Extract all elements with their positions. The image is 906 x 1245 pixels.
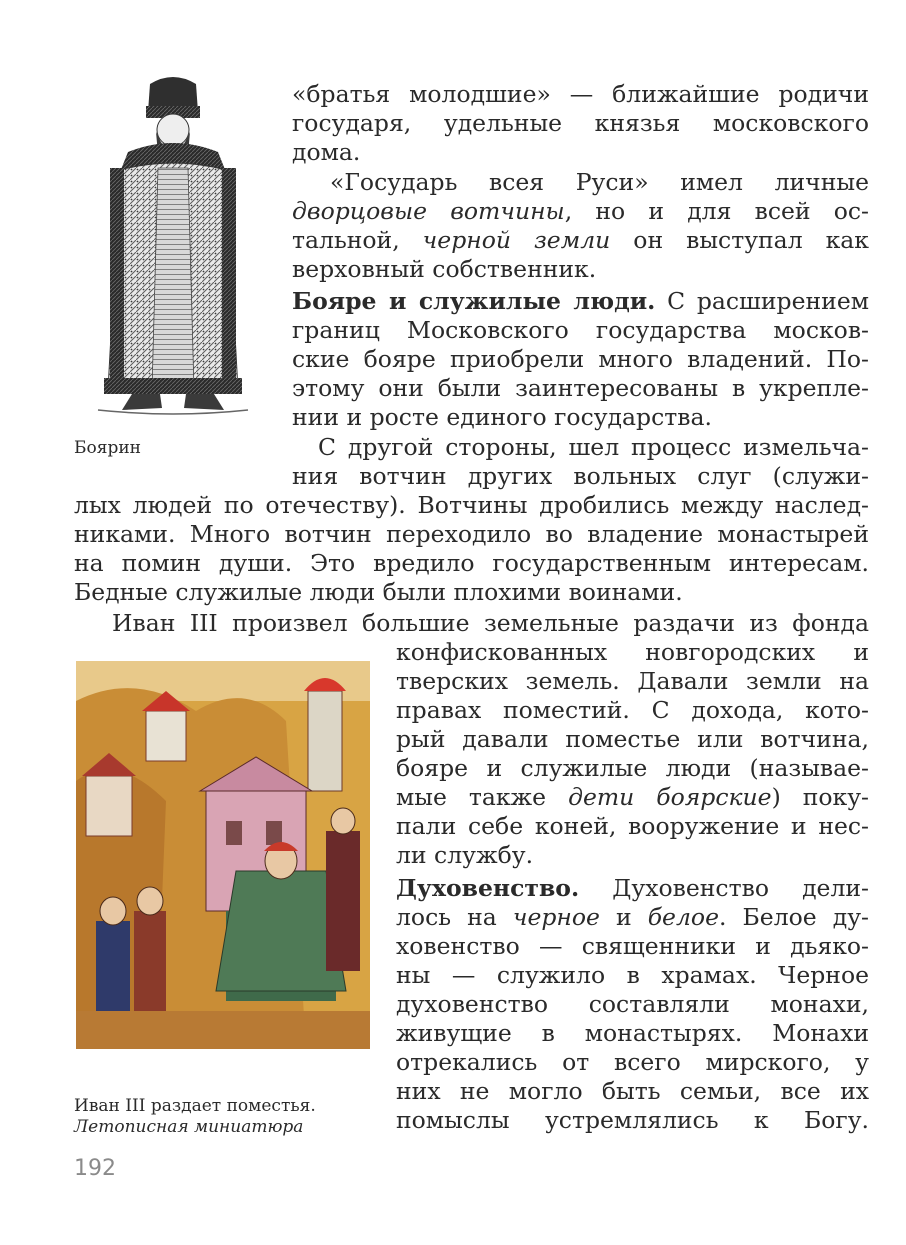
- text-line: [396, 667, 869, 696]
- miniature-caption-line-2: Летописная миниатюра: [74, 1117, 304, 1137]
- text-run: мые также: [396, 783, 569, 811]
- text-line: [396, 1106, 869, 1135]
- text-run: лых людей по отечеству). Вотчины дробились между наслед-: [74, 491, 869, 519]
- text-line: [396, 841, 869, 870]
- text-line: [292, 197, 869, 226]
- text-line: [396, 874, 869, 903]
- text-run: них не могло быть семьи, все их: [396, 1077, 869, 1105]
- section-heading: Бояре и служилые люди.: [292, 287, 656, 315]
- text-run: тверских земель. Давали земли на: [396, 667, 869, 695]
- boyar-caption: Боярин: [74, 438, 141, 458]
- text-line: [292, 374, 869, 403]
- text-run: «Государь всея Руси» имел личные: [330, 168, 869, 196]
- text-line: [292, 255, 869, 284]
- term-italic: белое: [647, 903, 719, 931]
- text-line: [330, 168, 869, 197]
- text-run: помыслы устремлялись к Богу.: [396, 1106, 869, 1134]
- text-run: бояре и служилые люди (называе-: [396, 754, 869, 782]
- text-line: [396, 696, 869, 725]
- text-line: [396, 1019, 869, 1048]
- text-run: Иван III произвел большие земельные раздачи из фонда: [112, 609, 869, 637]
- text-run: ) поку-: [771, 783, 869, 811]
- term-italic: черное: [512, 903, 600, 931]
- text-run: отрекались от всего мирского, у: [396, 1048, 869, 1076]
- text-line: [74, 491, 869, 520]
- text-run: ны — служило в храмах. Черное: [396, 961, 869, 989]
- section-heading: Духовенство.: [396, 874, 580, 902]
- text-run: С расширением: [655, 287, 869, 315]
- boyar-illustration: [88, 72, 258, 422]
- text-run: границ Московского государства москов-: [292, 316, 869, 344]
- text-line: [396, 783, 869, 812]
- text-run: конфискованных новгородских и: [396, 638, 869, 666]
- text-run: рый давали поместье или вотчина,: [396, 725, 869, 753]
- text-line: [74, 549, 869, 578]
- text-run: ли службу.: [396, 841, 534, 869]
- text-line: [396, 812, 869, 841]
- term-italic: черной земли: [422, 226, 611, 254]
- text-run: государя, удельные князья московского: [292, 109, 869, 137]
- text-run: этому они были заинтересованы в укрепле-: [292, 374, 869, 402]
- text-line: [112, 609, 869, 638]
- text-run: ховенство — священники и дьяко-: [396, 932, 869, 960]
- text-run: и: [599, 903, 648, 931]
- text-line: [396, 903, 869, 932]
- text-line: [292, 316, 869, 345]
- page-number: 192: [74, 1156, 116, 1181]
- text-run: духовенство составляли монахи,: [396, 990, 869, 1018]
- text-run: пали себе коней, вооружение и нес-: [396, 812, 869, 840]
- text-run: верховный собственник.: [292, 255, 597, 283]
- text-run: Бедные служилые люди были плохими воинами.: [74, 578, 683, 606]
- text-run: правах поместий. С дохода, кото-: [396, 696, 869, 724]
- text-run: Духовенство дели-: [579, 874, 869, 902]
- text-line: [396, 754, 869, 783]
- text-run: нии и росте единого государства.: [292, 403, 712, 431]
- text-line: [292, 80, 869, 109]
- text-line: [396, 961, 869, 990]
- text-line: [292, 138, 869, 167]
- miniature-caption-line-1: Иван III раздает поместья.: [74, 1096, 316, 1116]
- text-run: лось на: [396, 903, 513, 931]
- text-run: никами. Много вотчин переходило во владение монастырей: [74, 520, 869, 548]
- text-run: ские бояре приобрели много владений. По-: [292, 345, 869, 373]
- ivan-miniature: [76, 661, 370, 1049]
- text-line: [292, 403, 869, 432]
- text-line: [292, 287, 869, 316]
- text-line: [74, 578, 869, 607]
- text-line: [292, 345, 869, 374]
- text-run: ния вотчин других вольных слуг (служи-: [292, 462, 869, 490]
- text-line: [74, 520, 869, 549]
- text-line: [292, 109, 869, 138]
- text-line: [396, 638, 869, 667]
- text-run: «братья молодшие» — ближайшие родичи: [292, 80, 869, 108]
- term-italic: дворцовые вотчины: [292, 197, 565, 225]
- text-line: [318, 433, 869, 462]
- text-run: , но и для всей ос-: [564, 197, 869, 225]
- text-line: [292, 462, 869, 491]
- text-run: С другой стороны, шел процесс измельча-: [318, 433, 869, 461]
- text-line: [396, 1077, 869, 1106]
- text-run: дома.: [292, 138, 361, 166]
- text-line: [396, 990, 869, 1019]
- text-run: . Белое ду-: [719, 903, 869, 931]
- text-line: [292, 226, 869, 255]
- text-line: [396, 725, 869, 754]
- text-line: [396, 932, 869, 961]
- text-run: на помин души. Это вредило государственным интересам.: [74, 549, 869, 577]
- text-run: живущие в монастырях. Монахи: [396, 1019, 869, 1047]
- text-line: [396, 1048, 869, 1077]
- text-run: он выступал как: [610, 226, 869, 254]
- text-run: тальной,: [292, 226, 423, 254]
- term-italic: дети боярские: [568, 783, 772, 811]
